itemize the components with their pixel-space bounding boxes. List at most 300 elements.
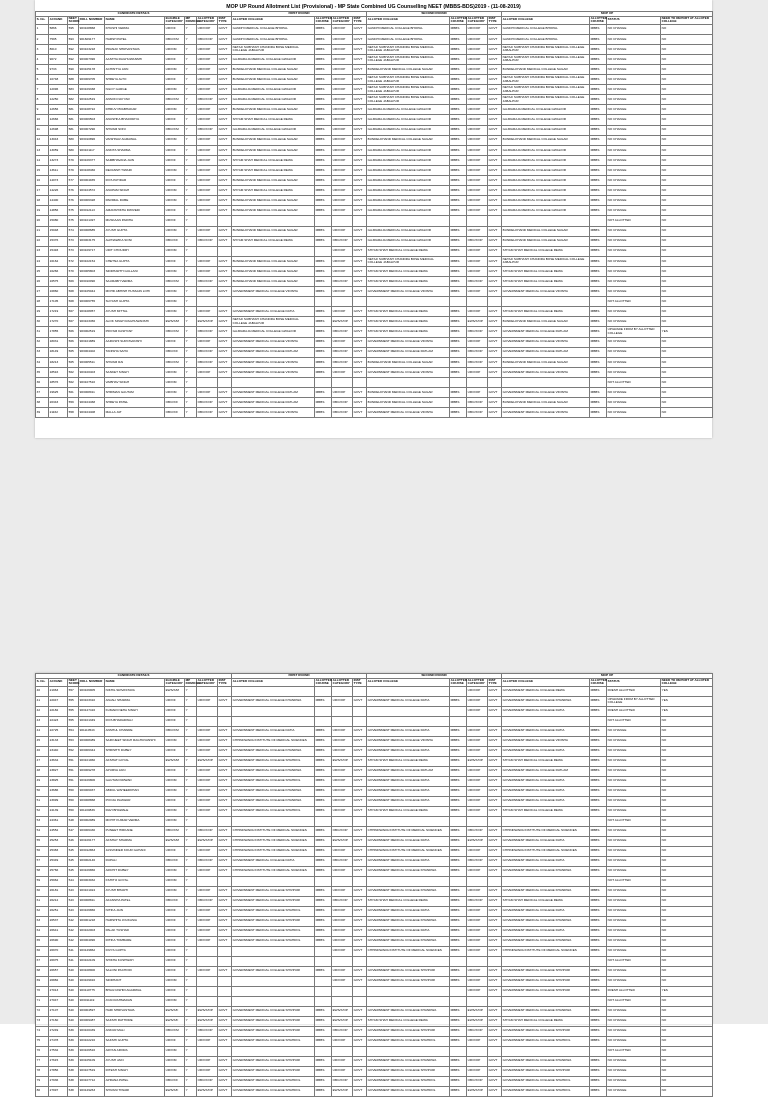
table-cell bbox=[197, 996, 218, 1006]
table-cell: GOVT bbox=[488, 806, 502, 816]
table-cell: YES bbox=[661, 327, 713, 337]
table-cell: MBBS bbox=[315, 696, 332, 706]
table-cell: GOVT bbox=[488, 145, 502, 155]
table-cell: GOVT bbox=[218, 966, 232, 976]
table-row bbox=[36, 246, 713, 256]
table-cell: Y bbox=[185, 906, 197, 916]
table-cell: Y bbox=[185, 756, 197, 766]
table-cell: MBBS bbox=[315, 236, 332, 246]
table-cell: UR/X/OP bbox=[197, 54, 218, 64]
table-cell: NO bbox=[661, 34, 713, 44]
table-cell: MBBS bbox=[450, 246, 467, 256]
table-cell: UR/X/F bbox=[165, 716, 185, 726]
table-cell: NO bbox=[661, 736, 713, 746]
table-cell: 903102216 bbox=[79, 1036, 105, 1046]
table-cell: 550 bbox=[68, 796, 79, 806]
table-cell: GAJRARAJA MEDICAL COLLEGE GWALIOR bbox=[232, 54, 315, 64]
table-cell: OBC/X/OP bbox=[197, 276, 218, 286]
table-cell: CHETNA GUPTA bbox=[105, 256, 165, 266]
table-cell: 540 bbox=[68, 1006, 79, 1016]
table-cell bbox=[218, 297, 232, 307]
table-cell: OBC/X/OP bbox=[197, 327, 218, 337]
table-cell: 903108466 bbox=[79, 165, 105, 175]
table-cell: UR/X/OP bbox=[197, 367, 218, 377]
table-cell: EWS/X/F bbox=[165, 1006, 185, 1016]
table-cell: NO bbox=[661, 24, 713, 34]
table-cell: NO bbox=[661, 896, 713, 906]
table-cell: GOVT bbox=[488, 936, 502, 946]
table-cell: UR/X/OP bbox=[332, 866, 353, 876]
table-cell bbox=[488, 996, 502, 1006]
table-cell: GOVERNMENT MEDICAL COLLEGE SHIVPURI bbox=[367, 976, 450, 986]
table-cell: UR/X/M bbox=[165, 1056, 185, 1066]
table-cell: 22423 bbox=[49, 716, 68, 726]
table-cell: GOVT bbox=[218, 337, 232, 347]
table-cell: 538 bbox=[68, 1076, 79, 1086]
table-cell: 903006037 bbox=[79, 786, 105, 796]
table-cell: NO bbox=[661, 786, 713, 796]
table-cell: 27856 bbox=[49, 1066, 68, 1076]
table-row bbox=[36, 206, 713, 216]
table-cell bbox=[450, 716, 467, 726]
table-cell: MBBS bbox=[450, 115, 467, 125]
table-cell: NO CHANGE bbox=[607, 256, 661, 266]
table-cell: GOVT bbox=[488, 337, 502, 347]
table-cell: MBBS bbox=[590, 206, 607, 216]
table-cell: GAJRARAJA MEDICAL COLLEGE GWALIOR bbox=[232, 125, 315, 135]
table-cell: 27160 bbox=[49, 1016, 68, 1026]
table-cell: GOVERNMENT MEDICAL COLLEGE SHIVPURI bbox=[232, 1016, 315, 1026]
table-cell: NETAJI SUBHASH CHANDRA BOSE MEDICAL COLLEGE JABALPUR bbox=[232, 44, 315, 54]
table-row bbox=[36, 806, 713, 816]
table-cell: BUNDELKHAND MEDICAL COLLEGE SAGAR bbox=[367, 135, 450, 145]
table-cell: UR/X/OP bbox=[332, 266, 353, 276]
table-cell: Y bbox=[185, 836, 197, 846]
table-cell: GOVERNMENT MEDICAL COLLEGE VIDISHA bbox=[502, 736, 590, 746]
table-cell: GOVT bbox=[353, 726, 367, 736]
table-cell: NO CHANGE bbox=[607, 856, 661, 866]
table-cell: NO bbox=[661, 866, 713, 876]
table-cell: UR/X/OP bbox=[197, 736, 218, 746]
table-cell: OBC/X/OP bbox=[197, 1076, 218, 1086]
table-row bbox=[36, 216, 713, 226]
table-cell bbox=[590, 816, 607, 826]
table-cell: MBBS bbox=[450, 54, 467, 64]
table-row bbox=[36, 956, 713, 966]
table-cell: CHHINDWARA INSTITUTE OF MEDICAL SCIENCES bbox=[502, 946, 590, 956]
table-cell bbox=[315, 246, 332, 256]
table-cell: MBBS bbox=[315, 916, 332, 926]
table-cell: GOVT bbox=[218, 206, 232, 216]
table-cell: GAJRARAJA MEDICAL COLLEGE GWALIOR bbox=[502, 105, 590, 115]
table-cell bbox=[450, 956, 467, 966]
mop-up-group-header: MOP UP bbox=[502, 12, 713, 17]
table-cell: RITIKA TOMBARE bbox=[105, 936, 165, 946]
table-cell: Y bbox=[185, 876, 197, 886]
table-cell: GOVERNMENT MEDICAL COLLEGE SHAHDOL bbox=[367, 1036, 450, 1046]
table-cell bbox=[315, 986, 332, 996]
table-cell: NO CHANGE bbox=[607, 357, 661, 367]
table-cell: GOVT bbox=[218, 186, 232, 196]
table-cell bbox=[218, 876, 232, 886]
table-cell bbox=[367, 686, 450, 696]
table-cell: Y bbox=[185, 367, 197, 377]
table-cell: OBC/X/OP bbox=[332, 347, 353, 357]
table-cell: 580 bbox=[68, 135, 79, 145]
table-cell: GOVT bbox=[488, 165, 502, 175]
table-cell: UR/X/OP bbox=[467, 866, 488, 876]
table-cell: 15048 bbox=[49, 226, 68, 236]
table-cell bbox=[590, 716, 607, 726]
column-header: STATUS bbox=[607, 16, 661, 24]
table-cell: NO CHANGE bbox=[607, 367, 661, 377]
table-cell: 903105178 bbox=[79, 65, 105, 75]
table-row bbox=[36, 408, 713, 418]
table-cell: 550 bbox=[68, 806, 79, 816]
table-row bbox=[36, 266, 713, 276]
table-cell bbox=[488, 956, 502, 966]
table-cell: SHYAM SHAH MEDICAL COLLEGE REWA bbox=[502, 246, 590, 256]
table-cell: UR/X/M bbox=[165, 1046, 185, 1056]
table-cell: SAKSHI RATHORE bbox=[105, 1016, 165, 1026]
table-cell: UR/X/OP bbox=[197, 866, 218, 876]
table-cell: MBBS bbox=[590, 266, 607, 276]
table-cell: MBBS bbox=[590, 367, 607, 377]
table-cell: Y bbox=[185, 377, 197, 387]
table-cell: MBBS bbox=[590, 1016, 607, 1026]
table-cell: SHYAM SHAH MEDICAL COLLEGE REWA bbox=[367, 307, 450, 317]
table-cell bbox=[232, 716, 315, 726]
table-cell bbox=[232, 706, 315, 716]
table-cell: UR/X/OP bbox=[197, 105, 218, 115]
table-cell: EWS/X/M bbox=[165, 756, 185, 766]
table-cell: GOVERNMENT MEDICAL COLLEGE SHAHDOL bbox=[232, 906, 315, 916]
table-cell: MBBS bbox=[590, 115, 607, 125]
table-cell: GOVT bbox=[353, 946, 367, 956]
table-cell: 903105044 bbox=[79, 287, 105, 297]
table-cell bbox=[232, 686, 315, 696]
table-cell: 23825 bbox=[49, 776, 68, 786]
table-row bbox=[36, 726, 713, 736]
table-cell: NETAJI SUBHASH CHANDRA BOSE MEDICAL COLLEGE JABALPUR bbox=[232, 317, 315, 327]
table-cell: NO CHANGE bbox=[607, 155, 661, 165]
table-cell bbox=[467, 956, 488, 966]
table-cell: NO CHANGE bbox=[607, 196, 661, 206]
table-cell: GOVT bbox=[218, 347, 232, 357]
table-cell bbox=[232, 956, 315, 966]
table-cell: GOVT bbox=[218, 307, 232, 317]
table-cell: NO bbox=[661, 826, 713, 836]
table-row bbox=[36, 996, 713, 1006]
table-cell: UR/X/OP bbox=[467, 966, 488, 976]
table-cell: OBC/X/F bbox=[165, 896, 185, 906]
table-cell: NO CHANGE bbox=[607, 966, 661, 976]
table-cell: NO CHANGE bbox=[607, 926, 661, 936]
table-cell: 561 bbox=[68, 388, 79, 398]
table-cell bbox=[467, 816, 488, 826]
table-cell: MBBS bbox=[590, 276, 607, 286]
table-cell: GOVERNMENT MEDICAL COLLEGE DATIA bbox=[502, 706, 590, 716]
table-cell: UPGRADE FROM BY ALLOTTED COLLEGE bbox=[607, 696, 661, 706]
table-cell: NO CHANGE bbox=[607, 1036, 661, 1046]
table-cell: 66 bbox=[36, 946, 49, 956]
table-cell: Y bbox=[185, 226, 197, 236]
table-cell: SAURABH VERMA bbox=[105, 276, 165, 286]
table-cell: OBC/X/OP bbox=[467, 276, 488, 286]
table-row bbox=[36, 196, 713, 206]
table-cell: MBBS bbox=[450, 34, 467, 44]
table-cell bbox=[218, 816, 232, 826]
table-cell: Y bbox=[185, 1066, 197, 1076]
table-cell: GOVERNMENT MEDICAL COLLEGE SHIVPURI bbox=[502, 976, 590, 986]
table-row bbox=[36, 176, 713, 186]
table-cell bbox=[232, 996, 315, 1006]
table-cell: MBBS bbox=[590, 696, 607, 706]
table-cell: 77 bbox=[36, 1056, 49, 1066]
table-cell: UR/X/OP bbox=[467, 388, 488, 398]
table-cell bbox=[332, 716, 353, 726]
table-cell: 16162 bbox=[49, 256, 68, 266]
table-cell: GOVT bbox=[488, 115, 502, 125]
table-cell bbox=[232, 246, 315, 256]
table-cell: MBBS bbox=[450, 165, 467, 175]
table-cell: 903101024 bbox=[79, 886, 105, 896]
table-cell: OBC/X/F bbox=[165, 408, 185, 418]
table-cell bbox=[590, 216, 607, 226]
table-cell bbox=[197, 876, 218, 886]
table-cell: MBBS bbox=[450, 317, 467, 327]
table-cell: MBBS bbox=[450, 44, 467, 54]
table-cell: SHYAM SHAH MEDICAL COLLEGE REWA bbox=[367, 327, 450, 337]
table-cell: NO bbox=[661, 1066, 713, 1076]
table-cell: UR/X/OP bbox=[332, 966, 353, 976]
table-cell: CHHINDWARA INSTITUTE OF MEDICAL SCIENCES bbox=[367, 826, 450, 836]
table-cell: BUNDELKHAND MEDICAL COLLEGE SAGAR bbox=[232, 145, 315, 155]
table-cell bbox=[450, 816, 467, 826]
table-cell: 903003175 bbox=[79, 236, 105, 246]
table-cell: 542 bbox=[68, 936, 79, 946]
table-cell: 23133 bbox=[49, 736, 68, 746]
table-cell: SANKET SINGH bbox=[105, 367, 165, 377]
table-cell: NO CHANGE bbox=[607, 826, 661, 836]
table-cell: BUNDELKHAND MEDICAL COLLEGE SAGAR bbox=[232, 266, 315, 276]
table-cell: 566 bbox=[68, 327, 79, 337]
table-cell bbox=[332, 297, 353, 307]
table-cell: MBBS bbox=[590, 826, 607, 836]
document-page-2 bbox=[35, 673, 712, 1093]
table-cell: MBBS bbox=[315, 776, 332, 786]
table-cell: GOVT bbox=[218, 135, 232, 145]
mop-up-group-header: MOP UP bbox=[502, 674, 713, 679]
table-cell: UR/X/OP bbox=[332, 806, 353, 816]
table-cell bbox=[315, 297, 332, 307]
table-body-page-2 bbox=[36, 686, 713, 1096]
table-cell: 43 bbox=[36, 716, 49, 726]
table-cell: MBBS bbox=[450, 276, 467, 286]
table-cell: NO CHANGE bbox=[607, 946, 661, 956]
table-cell bbox=[488, 716, 502, 726]
table-cell: MBBS bbox=[315, 756, 332, 766]
table-cell bbox=[315, 946, 332, 956]
table-cell: 555 bbox=[68, 696, 79, 706]
table-cell: GOVERNMENT MEDICAL COLLEGE RATLAM bbox=[502, 766, 590, 776]
table-cell: SHRIMAN GAUTAM bbox=[105, 388, 165, 398]
table-cell: GAJRARAJA MEDICAL COLLEGE GWALIOR bbox=[502, 165, 590, 175]
table-cell: OBC/X/OP bbox=[332, 1076, 353, 1086]
table-cell: UR/X/M bbox=[165, 866, 185, 876]
table-cell: NO CHANGE bbox=[607, 44, 661, 54]
table-cell: MBBS bbox=[450, 886, 467, 896]
table-cell: MBBS bbox=[315, 287, 332, 297]
table-cell: MBBS bbox=[590, 736, 607, 746]
table-cell: UR/X/OP bbox=[332, 1056, 353, 1066]
table-cell: GOVERNMENT MEDICAL COLLEGE DATIA bbox=[502, 926, 590, 936]
table-cell: BUNDELKHAND MEDICAL COLLEGE SAGAR bbox=[232, 105, 315, 115]
table-cell: NO bbox=[661, 966, 713, 976]
table-cell: MBBS bbox=[315, 1036, 332, 1046]
table-cell: 18 bbox=[36, 196, 49, 206]
table-cell: 903007396 bbox=[79, 54, 105, 64]
table-cell: GOVT bbox=[218, 916, 232, 926]
table-cell: UR/X/M bbox=[165, 85, 185, 95]
table-cell: 12096 bbox=[49, 85, 68, 95]
table-cell: Y bbox=[185, 297, 197, 307]
table-cell: UR/X/OP bbox=[197, 766, 218, 776]
table-cell: GOVT bbox=[218, 1056, 232, 1066]
table-cell bbox=[232, 816, 315, 826]
table-cell: MBBS bbox=[590, 388, 607, 398]
table-cell bbox=[232, 297, 315, 307]
table-cell bbox=[353, 716, 367, 726]
table-cell: GOVERNMENT MEDICAL COLLEGE KHANDWA bbox=[367, 1006, 450, 1016]
table-cell bbox=[488, 876, 502, 886]
table-cell: OBC/X/F bbox=[165, 1076, 185, 1086]
table-cell: GOVT bbox=[218, 1066, 232, 1076]
table-cell: 26251 bbox=[49, 906, 68, 916]
table-cell: MBBS bbox=[315, 408, 332, 418]
table-cell: GOVT bbox=[353, 886, 367, 896]
table-cell: Y bbox=[185, 95, 197, 105]
table-cell: UR/X/M bbox=[165, 226, 185, 236]
table-cell: Y bbox=[185, 1056, 197, 1066]
table-cell: 62 bbox=[36, 906, 49, 916]
table-cell bbox=[367, 706, 450, 716]
table-cell: OBC/X/OP bbox=[197, 125, 218, 135]
table-cell: NETAJI SUBHASH CHANDRA BOSE MEDICAL COLLEGE JABALPUR bbox=[502, 54, 590, 64]
table-cell: EWS/X/OP bbox=[467, 1016, 488, 1026]
table-cell: MBBS bbox=[590, 746, 607, 756]
table-cell: UR/X/F bbox=[165, 696, 185, 706]
table-cell: 568 bbox=[68, 287, 79, 297]
table-cell: 5866 bbox=[49, 24, 68, 34]
table-cell: UR/X/OP bbox=[332, 115, 353, 125]
table-cell: GOVT bbox=[488, 54, 502, 64]
table-cell: UR/X/OP bbox=[197, 806, 218, 816]
table-cell: GOVT bbox=[353, 736, 367, 746]
table-cell: MBBS bbox=[590, 706, 607, 716]
table-cell: GOVT bbox=[488, 75, 502, 85]
table-cell: 28 bbox=[36, 297, 49, 307]
table-cell: 903110775 bbox=[79, 986, 105, 996]
table-cell: MBBS bbox=[315, 196, 332, 206]
table-cell: 19625 bbox=[49, 388, 68, 398]
table-cell: 71 bbox=[36, 996, 49, 1006]
table-cell: GOVT bbox=[218, 85, 232, 95]
table-cell: 27107 bbox=[49, 1006, 68, 1016]
table-cell: MBBS bbox=[450, 145, 467, 155]
table-cell: MBBS bbox=[315, 846, 332, 856]
table-cell: MBBS bbox=[590, 1026, 607, 1036]
table-cell: EWS/X/OP bbox=[197, 317, 218, 327]
column-header: ALLOTTED COURSE bbox=[590, 677, 608, 686]
column-header: NEED TO REPORT AT ALLOTED COLLEGE bbox=[661, 16, 713, 24]
table-cell: 24552 bbox=[49, 826, 68, 836]
table-cell: MBBS bbox=[315, 95, 332, 105]
table-cell: 540 bbox=[68, 986, 79, 996]
table-cell: GOVT bbox=[353, 357, 367, 367]
table-cell: MBBS bbox=[590, 756, 607, 766]
table-cell: 903004935 bbox=[79, 176, 105, 186]
table-row bbox=[36, 327, 713, 337]
table-cell: NETAJI SUBHASH CHANDRA BOSE MEDICAL COLLEGE JABALPUR bbox=[367, 85, 450, 95]
table-cell: 79 bbox=[36, 1076, 49, 1086]
table-cell: GOVT bbox=[218, 155, 232, 165]
table-cell: 567 bbox=[68, 307, 79, 317]
table-cell: MBBS bbox=[450, 75, 467, 85]
table-cell: OBC/X/OP bbox=[197, 896, 218, 906]
table-cell: GOVT bbox=[488, 347, 502, 357]
table-cell: GOVERNMENT MEDICAL COLLEGE DATIA bbox=[367, 776, 450, 786]
table-cell: MBBS bbox=[590, 398, 607, 408]
table-cell: 25766 bbox=[49, 866, 68, 876]
table-cell: UR/X/OP bbox=[332, 246, 353, 256]
table-cell: GOVT bbox=[488, 1006, 502, 1016]
table-cell: GOVT bbox=[488, 125, 502, 135]
table-cell: Y bbox=[185, 886, 197, 896]
table-cell: MBBS bbox=[590, 246, 607, 256]
column-header: ALLOTTED COURSE bbox=[450, 15, 468, 24]
table-row bbox=[36, 398, 713, 408]
table-cell: GOVERNMENT MEDICAL COLLEGE KHANDWA bbox=[502, 696, 590, 706]
table-cell: GOVT bbox=[488, 986, 502, 996]
table-cell: MBBS bbox=[315, 1006, 332, 1016]
table-cell: GOVT bbox=[218, 1036, 232, 1046]
table-cell: 9072 bbox=[49, 54, 68, 64]
table-cell: OBC/X/M bbox=[165, 95, 185, 105]
table-cell: MBBS bbox=[450, 856, 467, 866]
table-cell: MBBS bbox=[590, 226, 607, 236]
table-cell: NO CHANGE bbox=[607, 236, 661, 246]
table-cell: MBBS bbox=[450, 24, 467, 34]
table-cell: Y bbox=[185, 388, 197, 398]
table-cell: DIVYA GUPTA bbox=[105, 946, 165, 956]
table-cell bbox=[197, 216, 218, 226]
table-cell: 17219 bbox=[49, 307, 68, 317]
table-cell: GOVT bbox=[218, 896, 232, 906]
table-cell: GAJRARAJA MEDICAL COLLEGE GWALIOR bbox=[367, 196, 450, 206]
table-cell: 75 bbox=[36, 1036, 49, 1046]
table-cell: Y bbox=[185, 926, 197, 936]
table-cell: UR/X/OP bbox=[467, 786, 488, 796]
table-cell: 7 bbox=[36, 85, 49, 95]
table-cell: NO bbox=[661, 388, 713, 398]
table-cell: ANUPAM SINGH bbox=[105, 186, 165, 196]
table-cell: SHYAM SHAH MEDICAL COLLEGE REWA bbox=[367, 246, 450, 256]
table-cell: GOVT bbox=[353, 256, 367, 266]
table-cell: MBBS bbox=[590, 176, 607, 186]
table-cell: NO bbox=[661, 816, 713, 826]
allotment-table-page-1 bbox=[35, 11, 713, 418]
